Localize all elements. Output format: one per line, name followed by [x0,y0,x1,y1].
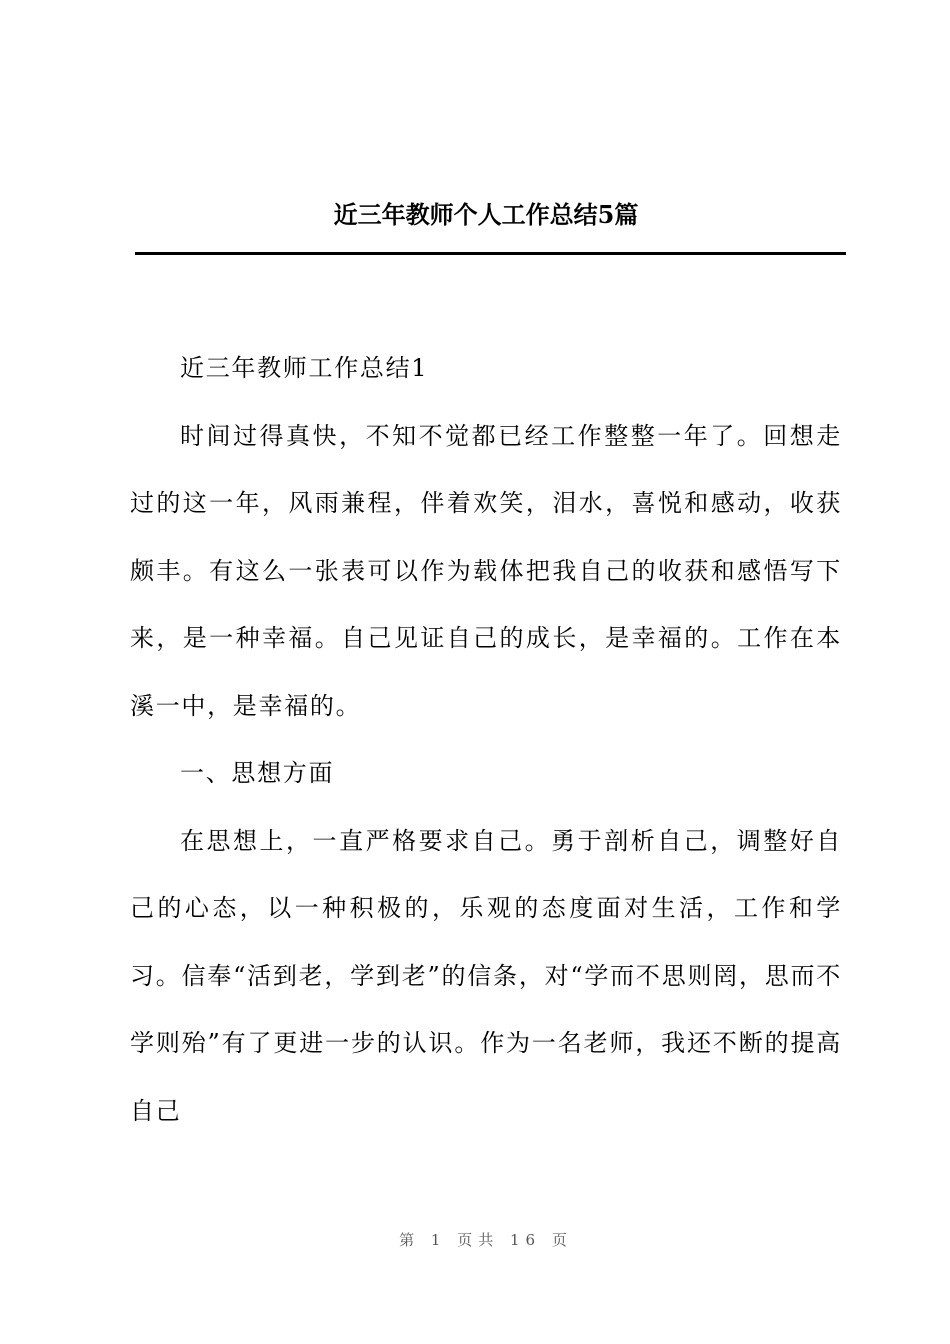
paragraph-thought: 在思想上，一直严格要求自己。勇于剖析自己，调整好自己的心态，以一种积极的，乐观的态度面对生活，工作和学习。信奉“活到老，学到老”的信条，对“学而不思则罔，思而不学则殆”有了更进一步的认识。作为一名老师，我还不断的提高自己 [130,826,842,1125]
title-underline [135,252,846,255]
page-number-footer: 第 1 页共 16 页 [399,1231,573,1249]
document-title: 近三年教师个人工作总结5篇 [333,200,639,229]
document-body [130,335,842,1145]
subheading-thought: 一、思想方面 [180,759,335,787]
paragraph-intro: 时间过得真快，不知不觉都已经工作整整一年了。回想走过的这一年，风雨兼程，伴着欢笑，泪水，喜悦和感动，收获颇丰。有这么一张表可以作为载体把我自己的收获和感悟写下来，是一种幸福。自己见证自己的成长，是幸福的。工作在本溪一中，是幸福的。 [130,421,842,720]
section-title: 近三年教师工作总结1 [180,354,429,382]
